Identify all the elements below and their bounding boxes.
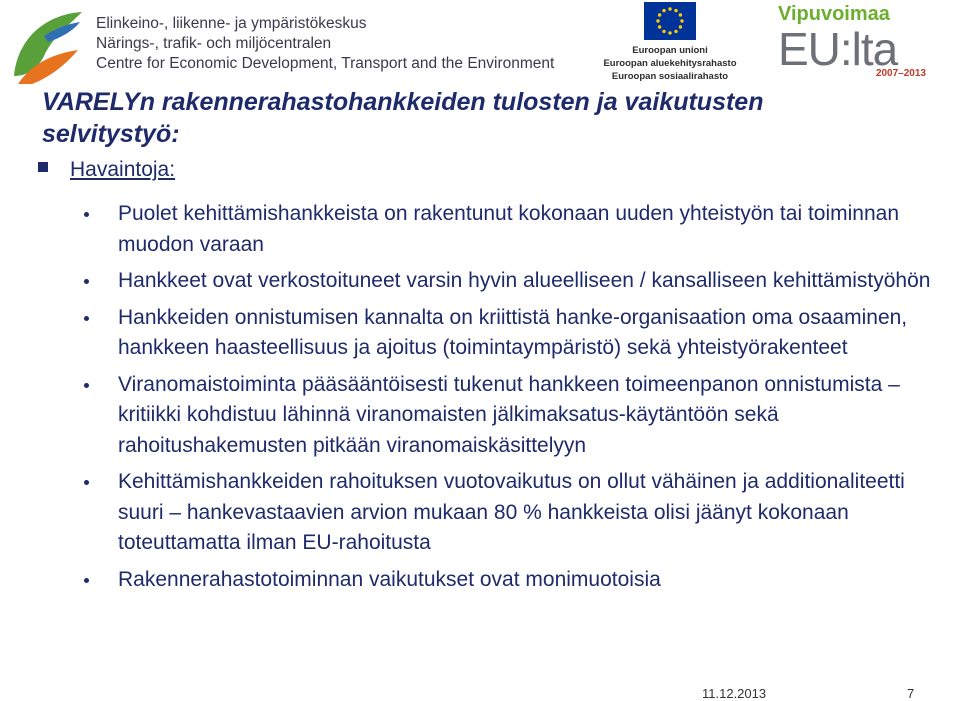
- ely-name-finnish: Elinkeino-, liikenne- ja ympäristökeskus: [96, 15, 367, 32]
- list-item: [84, 467, 944, 559]
- eu-text: [595, 44, 745, 83]
- eu-star-icon: [668, 31, 671, 34]
- list-item: [84, 303, 944, 364]
- bullet-dot-icon: [84, 578, 89, 583]
- bullet-dot-icon: [84, 383, 89, 388]
- ely-name-swedish: Närings-, trafik- och miljöcentralen: [96, 35, 332, 52]
- eu-star-icon: [662, 30, 665, 33]
- eu-star-icon: [679, 25, 682, 28]
- list-item-text: Puolet kehittämishankkeista on rakentunut kokonaan uuden yhteistyön tai toiminnan muodon varaan: [118, 202, 899, 256]
- slide-header: [0, 0, 960, 90]
- list-item: [84, 266, 944, 297]
- eu-star-icon: [658, 13, 661, 16]
- ely-name-english: Centre for Economic Development, Transport and the Environment: [96, 55, 555, 72]
- eu-star-icon: [680, 19, 683, 22]
- bullet-dot-icon: [84, 480, 89, 485]
- list-item: [84, 370, 944, 462]
- eu-star-icon: [668, 7, 671, 10]
- eu-star-icon: [658, 25, 661, 28]
- eu-logo-block: [595, 2, 745, 83]
- ely-organization-name: [96, 14, 554, 74]
- footer-date: 11.12.2013: [702, 686, 767, 701]
- page-number: 7: [907, 686, 915, 701]
- bullet-dot-icon: [84, 279, 89, 284]
- list-item: [84, 565, 944, 596]
- list-item-text: Viranomaistoiminta pääsääntöisesti tukenut hankkeen toimeenpanon onnistumista – kritiikki kohdistuu lähinnä viranomaisten jälkimaksatus-käytäntöön sekä rahoitushakemusten pitkään viranomaiskäsittelyyn: [118, 372, 900, 457]
- list-item-text: Rakennerahastotoiminnan vaikutukset ovat monimuotoisia: [118, 567, 661, 591]
- bullet-list: [84, 199, 944, 601]
- vipuvoimaa-label: Vipuvoimaa: [778, 3, 890, 25]
- program-years-label: 2007–2013: [875, 68, 926, 79]
- eu-star-icon: [656, 19, 659, 22]
- list-item-text: Hankkeet ovat verkostoituneet varsin hyvin alueelliseen / kansalliseen kehittämistyöhön: [118, 269, 931, 292]
- list-item: [84, 199, 944, 260]
- eu-star-icon: [679, 13, 682, 16]
- eulta-label: EU:lta: [778, 23, 898, 75]
- bullet-dot-icon: [84, 316, 89, 321]
- eu-flag-icon: [644, 2, 696, 40]
- subheading-text: Havaintoja:: [70, 158, 176, 181]
- eu-regional-fund-label: Euroopan aluekehitysrahasto: [603, 58, 737, 69]
- bullet-dot-icon: [84, 212, 89, 217]
- square-bullet-icon: [38, 162, 48, 172]
- list-item-text: Hankkeiden onnistumisen kannalta on kriittistä hanke-organisaation oma osaaminen, hankkeen haasteellisuus ja ajoitus (toimintaympäristö) sekä yhteistyörakenteet: [118, 305, 908, 359]
- subheading: [38, 158, 175, 182]
- slide-title: VARELYn rakennerahastohankkeiden tulosten ja vaikutusten selvitystyö:: [42, 88, 764, 148]
- vipuvoimaa-logo: [778, 2, 956, 79]
- eu-star-icon: [674, 30, 677, 33]
- eu-star-icon: [674, 9, 677, 12]
- list-item-text: Kehittämishankkeiden rahoituksen vuotovaikutus on ollut vähäinen ja additionaliteetti suuri – hankevastaavien arvion mukaan 80 % hankkeista olisi jäänyt kokonaan toteuttamatta ilman EU-rahoitusta: [118, 470, 905, 554]
- eu-union-label: Euroopan unioni: [632, 45, 708, 56]
- ely-logo-icon: [8, 6, 86, 90]
- eu-social-fund-label: Euroopan sosiaalirahasto: [611, 71, 729, 82]
- eu-star-icon: [662, 9, 665, 12]
